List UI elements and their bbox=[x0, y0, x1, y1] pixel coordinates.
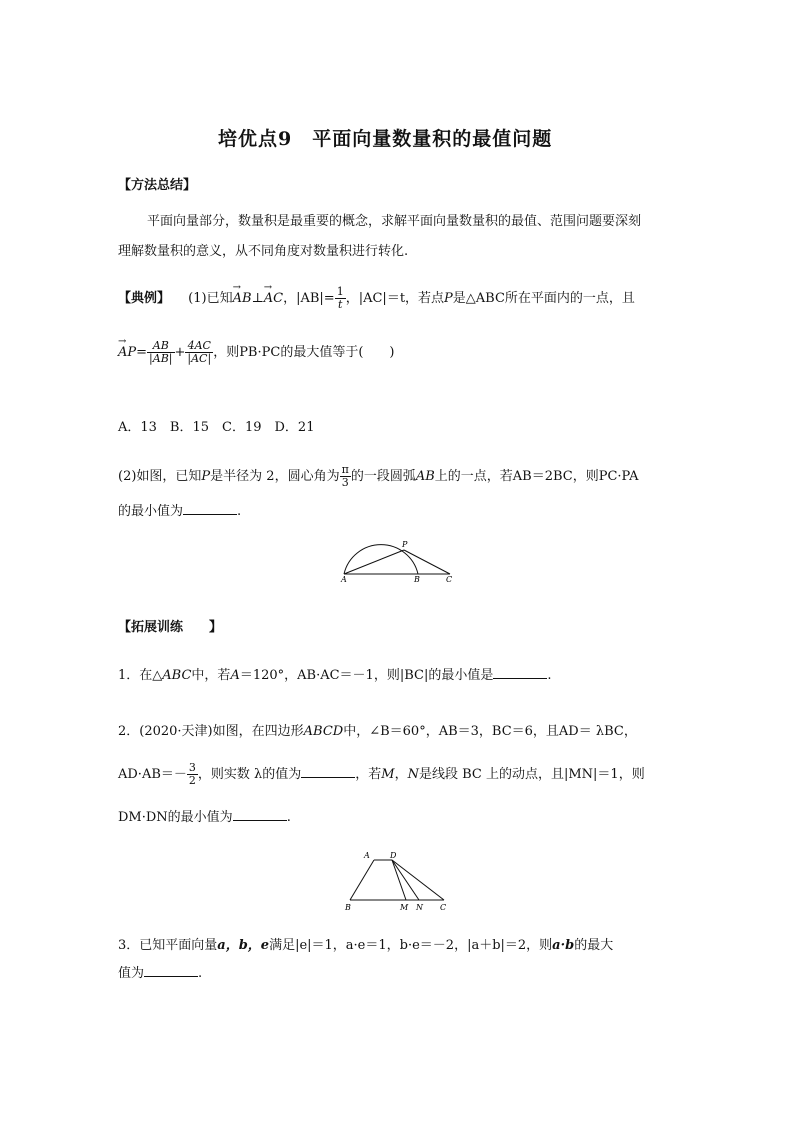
q1-text-c: 中，若 bbox=[191, 668, 231, 683]
label-p: P bbox=[402, 540, 408, 549]
segment-ap bbox=[344, 550, 404, 574]
example1-line-1 bbox=[118, 286, 635, 311]
example1-question: ，则PB·PC的最大值等于( ) bbox=[213, 345, 395, 360]
frac1-numerator: AB bbox=[147, 340, 174, 353]
label-c: C bbox=[440, 903, 447, 912]
q3-text-e: 的最大 bbox=[574, 938, 614, 953]
q3-text-a: 3．已知平面向量 bbox=[118, 938, 218, 953]
question-2-line-3 bbox=[118, 806, 291, 830]
q2-point-m: M bbox=[381, 767, 395, 782]
example2-text-d: 的一段圆弧 bbox=[350, 469, 416, 484]
page-title: 培优点9 平面向量数量积的最值问题 bbox=[218, 128, 553, 150]
q2-point-n: N bbox=[407, 767, 419, 782]
q2-line2-e: ， bbox=[394, 767, 408, 782]
frac2-denominator: |AC| bbox=[187, 352, 212, 365]
question-3-line-2 bbox=[118, 962, 202, 986]
q1-triangle: ABC bbox=[162, 668, 192, 683]
example-header: 【典例】 bbox=[118, 291, 171, 306]
period: . bbox=[286, 810, 291, 825]
label-c: C bbox=[446, 575, 453, 584]
extension-header: 【拓展训练 】 bbox=[118, 620, 223, 635]
method-header: 【方法总结】 bbox=[118, 178, 197, 193]
example2-text-line2: 的最小值为 bbox=[118, 504, 184, 519]
method-text-line-2: 理解数量积的意义，从不同角度对数量积进行转化. bbox=[118, 244, 409, 259]
pi-denominator: 3 bbox=[341, 476, 349, 489]
q2-text-a: 2．(2020·天津)如图，在四边形 bbox=[118, 724, 304, 739]
equals: = bbox=[136, 345, 148, 360]
abs-ab: ，|AB|= bbox=[283, 291, 335, 306]
q3-vectors: a，b，e bbox=[217, 938, 270, 953]
fraction-4ac-unit bbox=[185, 340, 213, 365]
q2-line2-a: AD·AB＝－ bbox=[118, 767, 187, 782]
pi-numerator: π bbox=[341, 463, 349, 476]
vector-ap: → AP bbox=[118, 341, 136, 365]
plus: + bbox=[174, 345, 186, 360]
q2-line2-g: 是线段 BC 上的动点，且|MN|＝1，则 bbox=[418, 767, 645, 782]
q1-text-a: 1．在△ bbox=[118, 668, 163, 683]
label-n: N bbox=[416, 903, 423, 912]
q1-angle-a: A bbox=[230, 668, 240, 683]
example1-line-2 bbox=[118, 340, 394, 365]
example2-arc-ab: AB bbox=[415, 469, 435, 484]
q2-frac-numerator: 3 bbox=[188, 761, 196, 774]
example1-rest: 是△ABC所在平面内的一点，且 bbox=[452, 291, 635, 306]
example1-intro: (1)已知 bbox=[188, 291, 233, 306]
example2-line-2 bbox=[118, 500, 241, 524]
q2-line2-c: ，若 bbox=[355, 767, 382, 782]
abs-ac: ，|AC|＝t，若点 bbox=[345, 291, 445, 306]
frac-numerator: 1 bbox=[336, 285, 344, 298]
question-3-line-1 bbox=[118, 934, 613, 958]
q3-text-c: 满足|e|＝1，a·e＝1，b·e＝－2，|a＋b|＝2，则 bbox=[269, 938, 553, 953]
answer-blank[interactable] bbox=[183, 504, 237, 515]
example2-line-1 bbox=[118, 464, 639, 489]
label-b: B bbox=[414, 575, 420, 584]
label-d: D bbox=[390, 851, 397, 860]
q3-line2: 值为 bbox=[118, 966, 145, 981]
fraction-one-over-t bbox=[335, 286, 346, 311]
example2-text-c: 是半径为 2，圆心角为 bbox=[210, 469, 340, 484]
segment-pc bbox=[404, 550, 450, 574]
fraction-3-over-2 bbox=[187, 762, 198, 787]
figure-trapezoid-diagram bbox=[340, 848, 456, 916]
answer-blank[interactable] bbox=[233, 810, 287, 821]
question-2-line-1 bbox=[118, 720, 637, 744]
answer-blank[interactable] bbox=[301, 767, 355, 778]
question-2-line-2 bbox=[118, 762, 645, 787]
answer-blank[interactable] bbox=[493, 668, 547, 679]
segment-dc bbox=[392, 860, 444, 900]
period: . bbox=[237, 504, 242, 519]
example2-text-a: (2)如图，已知 bbox=[118, 469, 202, 484]
point-p: P bbox=[444, 291, 453, 306]
label-a: A bbox=[341, 575, 347, 584]
frac1-denominator: |AB| bbox=[149, 352, 173, 365]
q2-line3-b: 的最小值为 bbox=[167, 810, 233, 825]
fraction-ab-unit bbox=[147, 340, 174, 365]
figure-arc-diagram bbox=[336, 538, 462, 584]
frac2-numerator: 4AC bbox=[185, 340, 213, 353]
method-text-line-1: 平面向量部分，数量积是最重要的概念，求解平面向量数量积的最值、范围问题要深刻 bbox=[147, 214, 642, 229]
vector-ab: → AB bbox=[233, 287, 252, 311]
period: . bbox=[198, 966, 203, 981]
frac-denominator: t bbox=[338, 298, 343, 311]
q2-frac-denominator: 2 bbox=[188, 774, 196, 787]
label-b: B bbox=[345, 903, 351, 912]
example2-text-f: 上的一点，若AB＝2BC，则PC·PA bbox=[434, 469, 639, 484]
fraction-pi-over-3 bbox=[340, 464, 351, 489]
example1-options: A．13 B．15 C．19 D．21 bbox=[118, 420, 315, 435]
answer-blank[interactable] bbox=[144, 966, 198, 977]
q3-dot-ab: a·b bbox=[552, 938, 575, 953]
question-1 bbox=[118, 664, 551, 688]
q1-text-e: ＝120°，AB·AC＝－1，则|BC|的最小值是 bbox=[239, 668, 494, 683]
period: . bbox=[547, 668, 552, 683]
example2-point-p: P bbox=[201, 469, 211, 484]
q2-text-c: 中，∠B＝60°，AB＝3，BC＝6，且AD＝ λBC， bbox=[343, 724, 637, 739]
vector-ac: → AC bbox=[264, 287, 283, 311]
q2-line2-b: ，则实数 λ的值为 bbox=[197, 767, 302, 782]
label-m: M bbox=[400, 903, 409, 912]
q2-quad: ABCD bbox=[303, 724, 344, 739]
label-a: A bbox=[364, 851, 370, 860]
segment-dn bbox=[392, 860, 419, 900]
perp-symbol: ⊥ bbox=[251, 291, 264, 306]
segment-ab bbox=[350, 860, 374, 900]
q2-line3-a: DM·DN bbox=[118, 810, 168, 825]
